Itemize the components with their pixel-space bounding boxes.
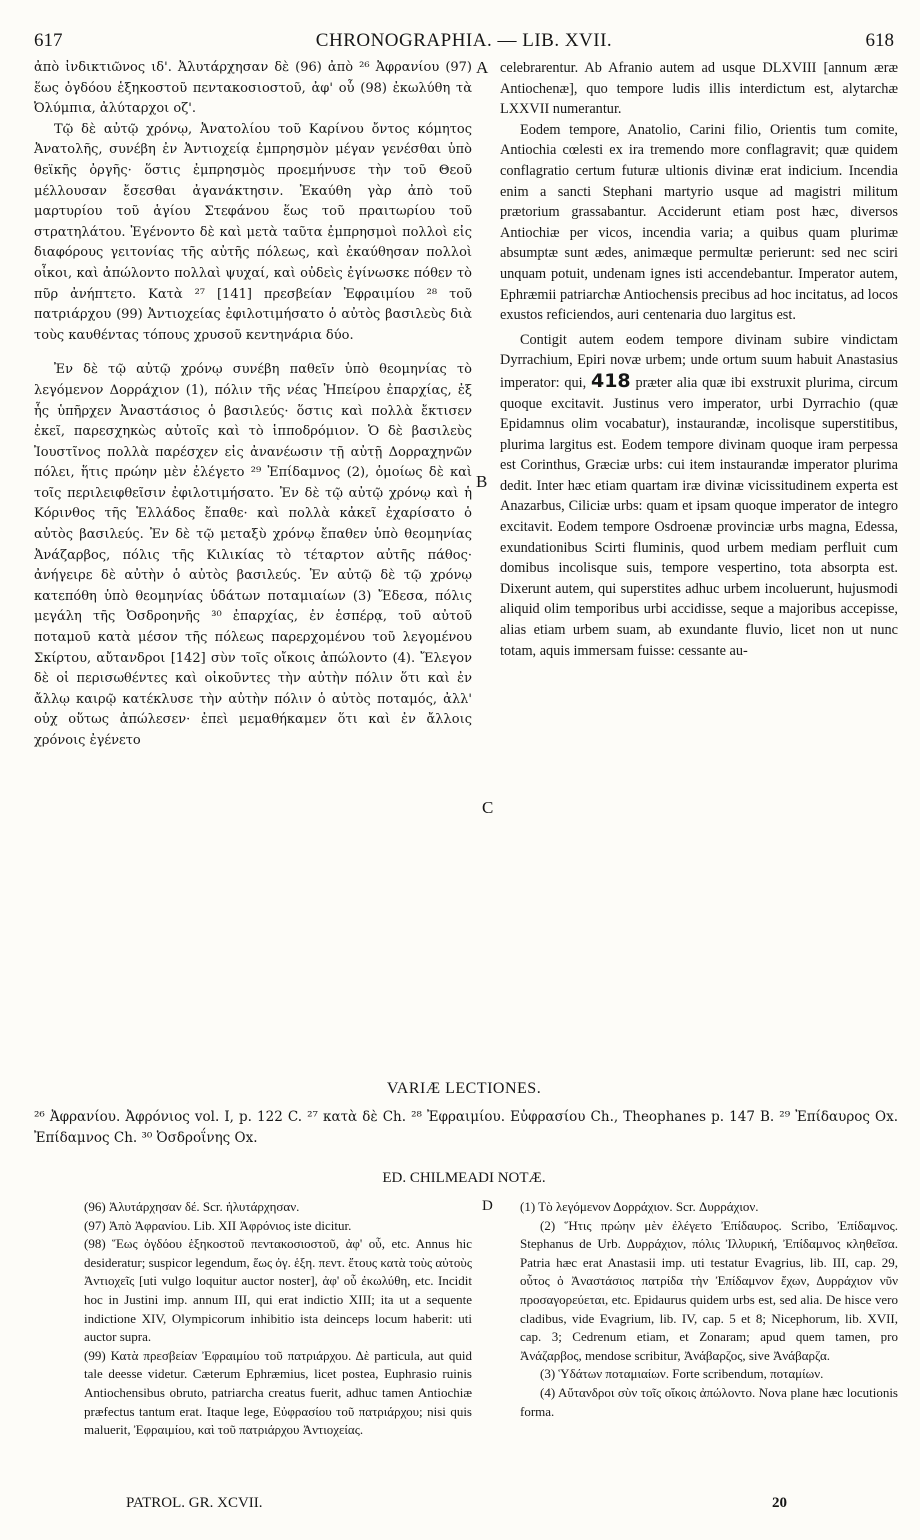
margin-marker-a: A xyxy=(476,58,489,77)
greek-paragraph-2: Τῷ δὲ αὐτῷ χρόνῳ, Ἀνατολίου τοῦ Καρίνου ὄντος κόμητος Ἀνατολῆς, συνέβη ἐν Ἀντιοχείᾳ ἐμπρησμὸν μέγαν γενέσθαι ὑπὸ θεϊκῆς ὀργῆς· ὅστις ἐμπρησμὸς προεμήνυσε τὴν τοῦ Θεοῦ μέλλουσαν ἔσεσθαι ἀγανάκτησιν. Ἐκαύθη γὰρ ἀπὸ τοῦ μαρτυρίου τοῦ ἁγίου Στεφάνου ἕως τοῦ πραιτωρίου τοῦ στρατηλάτου. Ἐγένοντο δὲ καὶ μετὰ ταῦτα ἐμπρησμοὶ πολλοὶ εἰς διαφόρους γειτονίας τῆς αὐτῆς πόλεως, καὶ ἐκαύθησαν πολλοὶ οἶκοι, καὶ ἀπώλοντο πολλαὶ ψυχαί, καὶ οὐδεὶς ἐγίνωσκε πόθεν τὸ πῦρ ἀνήπτετο. Κατὰ ²⁷ [141] πρεσβείαν Ἐφραιμίου ²⁸ τοῦ πατριάρχου (99) Ἀντιοχείας ἐφιλοτιμήσατο ὁ αὐτὸς βασιλεὺς διὰ τοὺς καυθέντας τόπους χρυσοῦ κεντηνάρια δύο. xyxy=(34,121,472,343)
notes-title: ED. CHILMEADI NOTÆ. xyxy=(382,1170,546,1186)
note-2: (2) Ἥτις πρώην μὲν ἐλέγετο Ἐπίδαυρος. Scribo, Ἐπίδαμνος. Stephanus de Urb. Δυρράχιον, πόλις Ἰλλυρική, Ἐπίδαμνος κληθεῖσα. Patria hæc erat Anastasii imp. uti testatur Evagrius, lib. III, cap. 29, οὗτος ὁ Ἀναστάσιος πατρίδα τὴν Ἐπίδαμνον ἔχων, Δυρράχιον νῦν προσαγορεύεται, etc. Epidaurus quidem urbs est, sed alia. De hisce vero cladibus, vide Evagrium, lib. IV, cap. 5 et 8; Nicephorum, lib. XVII, cap. 3; Cedrenum etiam, et Zonaram; apud quem tamen, pro Ἀνάζαρβος, mendose scribitur, Ἀνάβαρζος, sive Ἀνάβαρζα. xyxy=(520,1217,898,1363)
footer-sheet-number: 20 xyxy=(772,1495,787,1511)
latin-column xyxy=(500,58,898,661)
note-97: (97) Ἀπὸ Ἀφρανίου. Lib. XII Ἀφρόνιος iste dicitur. xyxy=(84,1217,352,1233)
note-99: (99) Κατὰ πρεσβείαν Ἐφραιμίου τοῦ πατριάρχου. Δὲ particula, aut quid tale deesse videtur. Cæterum Ephræmius, licet postea, Euphrasio ruinis Antiochensibus obruto, patriarcha creatus fuerit, adhuc tamen Antiochiæ præfectus tantum erat. Itaque lege, Εὐφρασίου τοῦ πατριάρχου; nisi quis maluerit, Ἐφραιμίου, καὶ τοῦ πατριάρχου Ἀντιοχείας. xyxy=(84,1347,472,1438)
variae-lectiones-title: VARIÆ LECTIONES. xyxy=(386,1080,542,1097)
page-number-left: 617 xyxy=(34,30,63,51)
latin-paragraph-1: celebrarentur. Ab Afranio autem ad usque DLXVIII [annum æræ Antiochenæ], quo tempore ludis illis interdictum est, alytarchæ LXXVII numerantur. xyxy=(500,60,898,118)
variae-lectiones-text: ²⁶ Ἀφρανίου. Ἀφρόνιος vol. I, p. 122 C. ²⁷ κατὰ δὲ Ch. ²⁸ Ἐφραιμίου. Εὐφρασίου Ch., Theophanes p. 147 B. ²⁹ Ἐπίδαυρος Ox. Ἐπίδαμνος Ch. ³⁰ Ὀσδροΐνης Ox. xyxy=(34,1109,898,1146)
main-columns xyxy=(30,58,898,1058)
margin-marker-c: C xyxy=(482,798,494,817)
greek-paragraph-3: Ἐν δὲ τῷ αὐτῷ χρόνῳ συνέβη παθεῖν ὑπὸ θεομηνίας τὸ λεγόμενον Δορράχιον (1), πόλιν τῆς νέας Ἠπείρου ἐπαρχίας, ἐξ ἧς ὑπῆρχεν Ἀναστάσιος ὁ βασιλεύς· ὅστις καὶ πολλὰ ἔκτισεν ἐκεῖ, παρεσχηκὼς αὐτοῖς καὶ τὸ ἱπποδρόμιον. Ὁ δὲ βασιλεὺς Ἰουστῖνος πολλὰ παρέσχεν εἰς ἀνανέωσιν τῇ αὐτῇ Δορραχηνῶν πόλει, ἥτις πρώην μὲν ἐλέγετο ²⁹ Ἐπίδαμνος (2), ὁμοίως δὲ καὶ τοῖς περιλειφθεῖσιν ἐφιλοτιμήσατο. Ἐν δὲ τῷ αὐτῷ χρόνῳ καὶ ἡ Κόρινθος τῆς Ἑλλάδος ἔπαθε· καὶ πολλὰ κἀκεῖ ἐχαρίσατο ὁ αὐτὸς βασιλεύς. Ἐν δὲ τῷ μεταξὺ χρόνῳ ἔπαθεν ὑπὸ θεομηνίας Ἀνάζαρβος, πόλις τῆς Κιλικίας τὸ τέταρτον αὐτῆς πάθος· ἀνήγειρε δὲ αὐτὴν ὁ αὐτὸς βασιλεύς. Ἐν αὐτῷ δὲ τῷ χρόνῳ κατεπόθη ὑπὸ θεομηνίας ὑδάτων ποταμιαίων (3) Ἔδεσα, πόλις μεγάλη τῆς Ὀσδροηνῆς ³⁰ ἐπαρχίας, ἐν ἑσπέρᾳ, τοῦ αὐτοῦ ποταμοῦ κατὰ μέσον τῆς πόλεως παρερχομένου τοῦ λεγομένου Σκίρτου, αὔτανδροι [142] σὺν τοῖς οἴκοις ἀπώλοντο (4). Ἔλεγον δὲ οἱ περισωθέντες καὶ οἰκοῦντες τὴν αὐτὴν πόλιν ὅτι καὶ ἐν ἄλλῳ καιρῷ κατέκλυσε τὴν αὐτὴν πόλιν ὁ αὐτὸς ποταμός, ἀλλ' οὐχ οὕτως ἀπώλεσεν· ἐπεὶ μεμαθήκαμεν ὅτι καὶ ἐν ἄλλοις χρόνοις ἐγένετο xyxy=(34,362,472,748)
latin-paragraph-3 xyxy=(500,330,898,662)
latin-paragraph-3b: præter alia quæ ibi exstruxit plurima, circum quoque excitavit. Justinus vero imperator, urbi Dyrrachio (quæ Epidamnus olim vocabatur), instaurandæ, incolisque superstitibus, plurima largitus est. Eodem tempore divinam quoque iram perpessa est Corinthus, Græciæ urbs: cui item instaurandæ imperator plurima dedit. Inter hæc etiam quartam iræ divinæ vicissitudinem experta est Anazarbus, Ciliciæ urbs: quam et ipsam quoque imperator de integro excitavit. Eodem tempore Osdroenæ provinciæ urbs magna, Edessa, exundationibus Scirti fluminis, quod urbem mediam perfluit cum domibus incolisque suis, tempore vespertino, tota absorpta est. Dixerunt autem, qui superstites adhuc urbem incoluerunt, hujusmodi aliquid olim temporibus urbi accidisse, seque a majoribus accepisse, alias etiam urbem suam, ab exundante fluvio, licet non ut nunc totam, aquis immersam fuisse: cessante au- xyxy=(500,374,899,659)
note-1: (1) Τὸ λεγόμενον Δορράχιον. Scr. Δυρράχιον. xyxy=(520,1199,759,1214)
greek-paragraph-1: ἀπὸ ἰνδικτιῶνος ιδ'. Ἀλυτάρχησαν δὲ (96) ἀπὸ ²⁶ Ἀφρανίου (97) ἕως ὀγδόου ἑξηκοστοῦ πεντακοσιοστοῦ, ἀφ' οὗ (98) ἐκωλύθη τὰ Ὀλύμπια, ἀλύταρχοι οζ'. xyxy=(34,60,472,117)
greek-column xyxy=(34,58,472,752)
footer-signature: PATROL. GR. XCVII. xyxy=(126,1495,263,1511)
note-96: (96) Ἀλυτάρχησαν δέ. Scr. ἡλυτάρχησαν. xyxy=(84,1199,300,1214)
column-number: 418 xyxy=(590,369,631,392)
running-header xyxy=(30,30,898,58)
margin-marker-b: B xyxy=(476,472,488,491)
latin-paragraph-3a: Contigit autem eodem tempore divinam subire vindictam Dyrrachium, Epiri novæ urbem; unde ortum suum habuit Anastasius imperator: qui, xyxy=(500,331,898,391)
margin-marker-d: D xyxy=(482,1198,493,1214)
note-98: (98) Ἕως ὀγδόου ἑξηκοστοῦ πεντακοσιοστοῦ, ἀφ' οὗ, etc. Annus hic desideratur; suspicor legendum, ἕως ὀγ. ἑξη. πεντ. ἔτους κατὰ τοὺς αὐτοὺς Ἀντιοχεῖς [uti vulgo loquitur auctor noster], ἀφ' οὗ ἐκωλύθη, etc. Incidit hoc in Justini imp. annum III, qui erat indictio XIII; ita ut a sequente indictione XIV, Olympicorum inhibitio ista deinceps locum haberit: uti auctor supra. xyxy=(84,1236,472,1345)
page-number-right: 618 xyxy=(865,30,894,51)
latin-paragraph-2: Eodem tempore, Anatolio, Carini filio, Orientis tum comite, Antiochia cœlesti ex ira tremendo more conflagravit; quæ quidem conflagratio certum futuræ ultionis divinæ erat indicium. Incendia enim a sancti Stephani martyrio usque ad magistri militum prætorium grassabantur. Acciderunt etiam post hæc, diversos Antiochiæ per vicos, incendia varia; a quibus quam plurimæ absumptæ sunt ædes, animæque permultæ perierunt: sed nec sciri unquam potuit, undenam ignes isti accendebantur. Imperator autem, Ephræmii patriarchæ Antiochensis precibus ad hoc incitatus, ad locos exustos reficiendos, auri centenaria duo largitus est. xyxy=(500,121,898,324)
note-3: (3) Ὑδάτων ποταμιαίων. Forte scribendum, ποταμίων. xyxy=(540,1366,824,1382)
page xyxy=(30,30,898,1520)
notes-right-column xyxy=(520,1198,898,1421)
notes-left-column xyxy=(84,1198,472,1440)
note-4: (4) Αὔτανδροι σὺν τοῖς οἴκοις ἀπώλοντο. Nova plane hæc locutionis forma. xyxy=(520,1384,898,1419)
running-title: CHRONOGRAPHIA. — LIB. XVII. xyxy=(315,30,613,51)
